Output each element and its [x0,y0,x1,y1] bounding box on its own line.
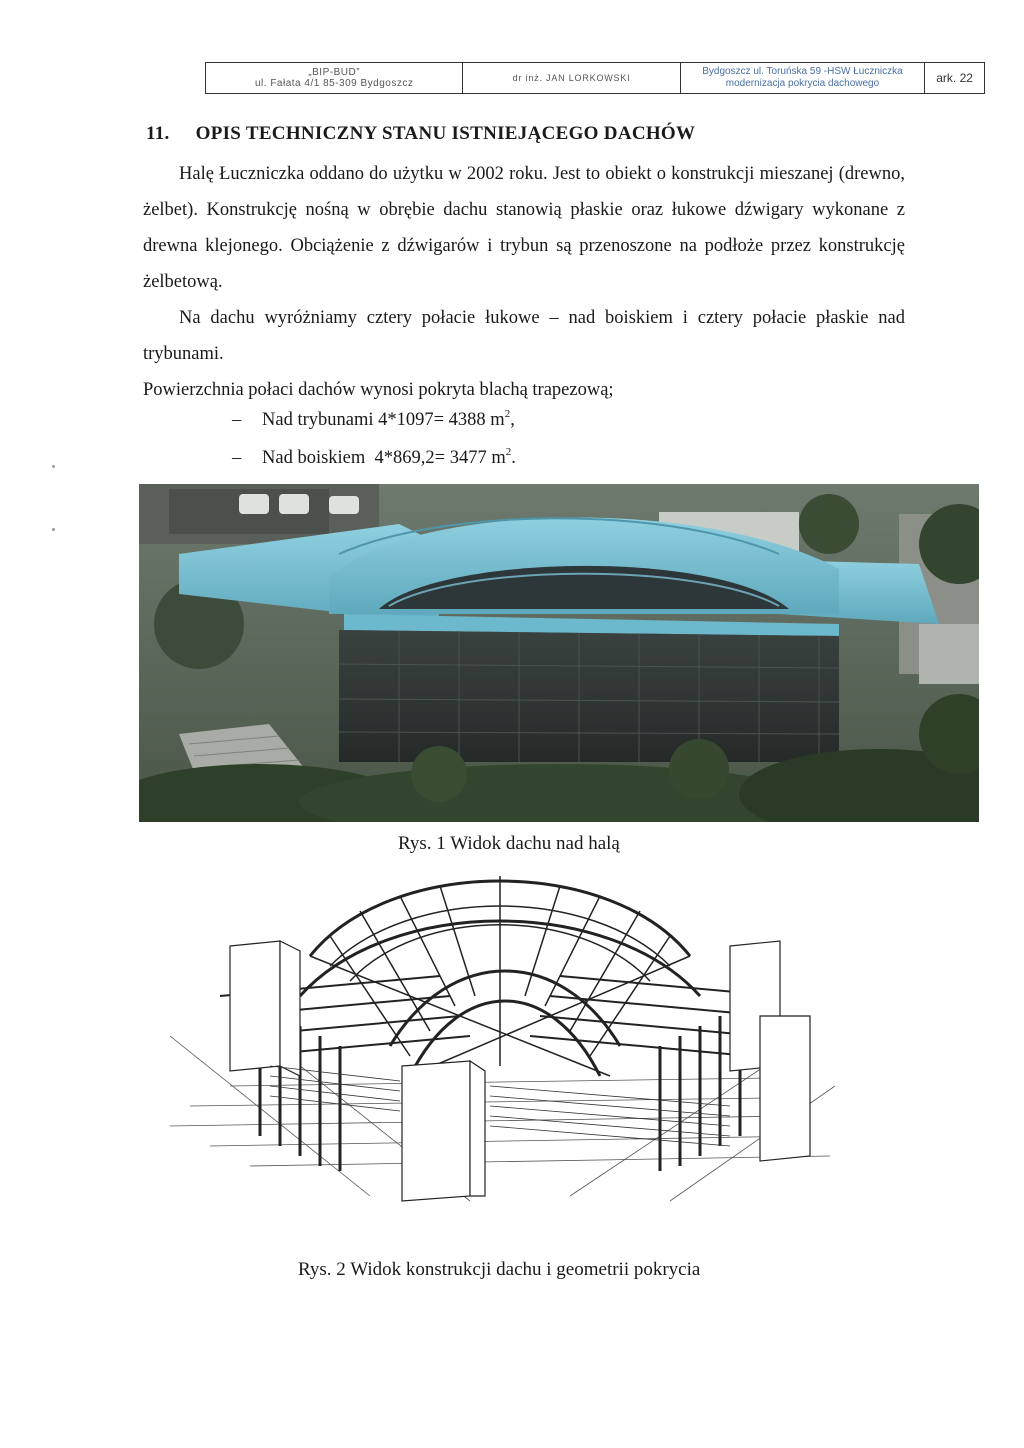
project-scope: modernizacja pokrycia dachowego [725,78,880,89]
paragraph-2-text: Na dachu wyróżniamy cztery połacie łukowe – nad boiskiem i cztery połacie płaskie nad trybunami. [143,308,905,364]
roof-structure-drawing [170,866,835,1211]
scan-speck [52,528,55,531]
list-item-end: , [510,410,515,430]
figure-1-caption: Rys. 1 Widok dachu nad halą [398,833,620,854]
roof-photo [139,484,979,822]
project-location: Bydgoszcz ul. Toruńska 59 -HSW Łuczniczka [702,66,903,77]
figure-2-caption: Rys. 2 Widok konstrukcji dachu i geometrii pokrycia [298,1259,701,1280]
sheet-number: ark. 22 [936,71,973,85]
paragraph-1 [143,156,905,300]
list-item-text: Nad trybunami 4*1097= 4388 m [262,410,505,430]
section-number: 11. [146,123,170,144]
list-item-exponent: 2 [504,408,511,420]
section-heading [146,123,695,145]
header-author [463,63,680,93]
header-project [681,63,925,93]
roof-structure-diagram [170,866,835,1211]
list-item-end: . [511,448,516,468]
roof-photo-illustration [139,484,979,822]
header-company [206,63,463,93]
list-item [232,408,515,431]
list-item [232,446,516,469]
list-item-exponent: 2 [505,446,512,458]
company-name: „BIP-BUD” [308,67,361,78]
company-address: ul. Fałata 4/1 85-309 Bydgoszcz [254,78,414,89]
list-item-text: Nad boiskiem 4*869,2= 3477 m [262,448,506,468]
list-dash: – [232,410,242,430]
paragraph-3-text: Powierzchnia połaci dachów wynosi pokryta blachą trapezową; [143,380,614,400]
list-dash: – [232,448,242,468]
header-sheet [925,63,984,93]
section-title: OPIS TECHNICZNY STANU ISTNIEJĄCEGO DACHÓW [195,123,696,144]
paragraph-2 [143,300,905,372]
author-name: dr inż. JAN LORKOWSKI [512,73,631,83]
paragraph-3 [143,372,905,408]
paragraph-1-text: Halę Łuczniczka oddano do użytku w 2002 roku. Jest to obiekt o konstrukcji mieszanej (drewno, żelbet). Konstrukcję nośną w obrębie dachu stanowią płaskie oraz łukowe dźwigary wykonane z drewna klejonego. Obciążenie z dźwigarów i trybun są przenoszone na podłoże przez konstrukcję żelbetową. [143,164,905,292]
document-header [205,62,985,94]
scan-speck [52,465,55,468]
